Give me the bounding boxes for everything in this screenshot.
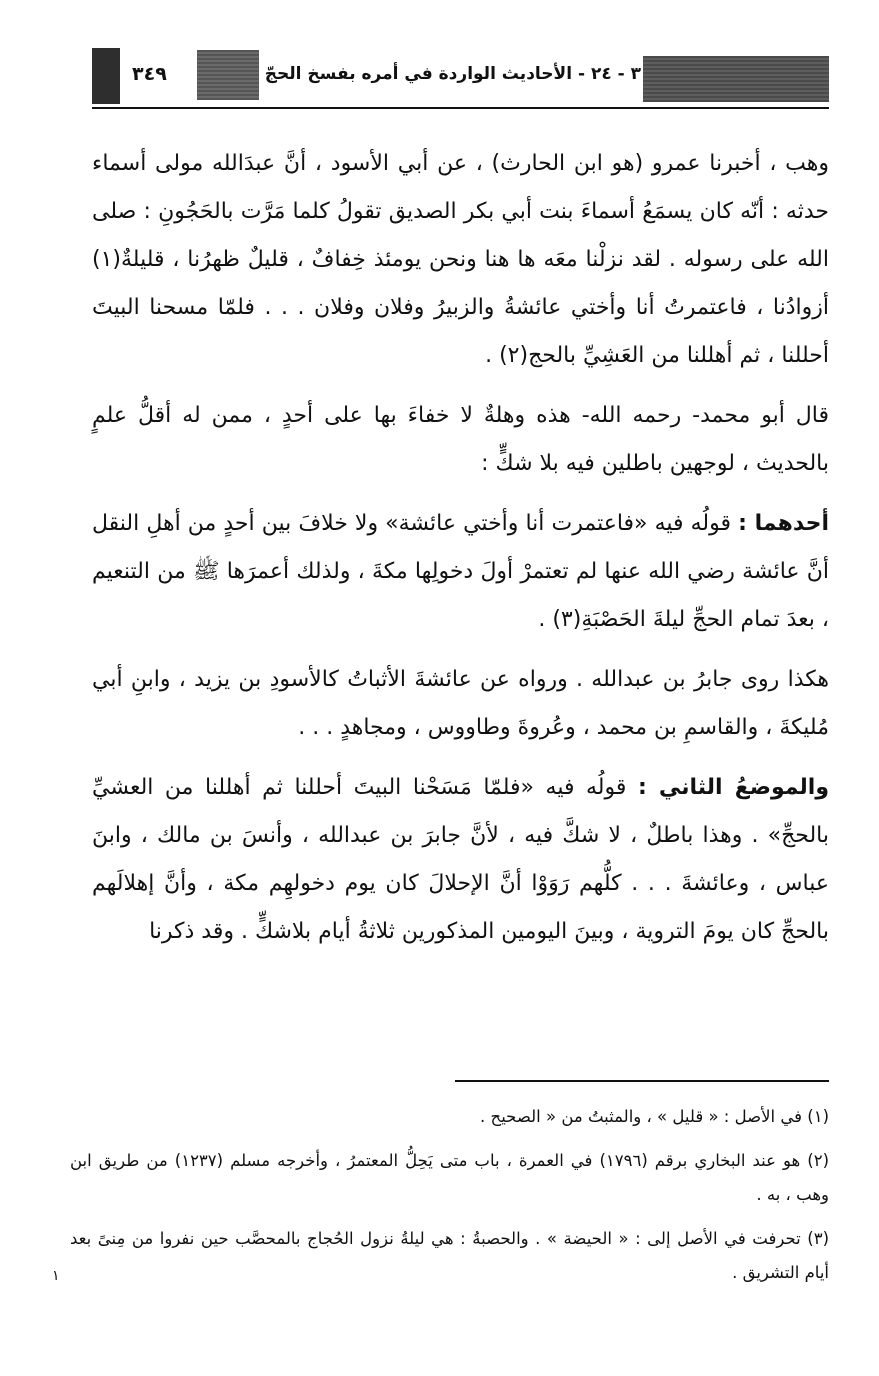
paragraph-lead: والموضعُ الثاني : <box>637 775 830 800</box>
header-rule <box>92 107 829 109</box>
header-ornament-right <box>643 56 829 102</box>
page-header <box>92 48 829 108</box>
footnote-3: (٣) تحرفت في الأصل إلى : « الحيضة » . والحصبةُ : هي ليلةُ نزول الحُجاج بالمحصَّب حين نفروا من مِنىً بعد أيام التشريق . <box>70 1229 829 1282</box>
footnote-rule <box>455 1080 829 1082</box>
margin-mark: ١ <box>52 1268 60 1284</box>
running-title: ٣ - ٢٤ - الأحاديث الواردة في أمره بفسخ الحجّ <box>264 64 641 84</box>
footnote-1: (١) في الأصل : « قليل » ، والمثبتُ من « الصحيح . <box>480 1107 829 1126</box>
footnotes <box>70 1100 829 1300</box>
header-ornament-middle <box>197 50 259 100</box>
main-text <box>92 140 829 956</box>
footnote-2: (٢) هو عند البخاري برقم (١٧٩٦) في العمرة ، باب متى يَحِلُّ المعتمرُ ، وأخرجه مسلم (١٢٣٧) من طريق ابن وهب ، به . <box>70 1151 830 1204</box>
paragraph-3: أحدهما : قولُه فيه «فاعتمرت أنا وأختي عائشة» ولا خلافَ بين أحدٍ من أهلِ النقل أنَّ عائشة رضي الله عنها لم تعتمرْ أولَ دخولِها مكةَ ، ولذلك أعمرَها ﷺ من التنعيم ، بعدَ تمام الحجِّ ليلةَ الحَصْبَةِ(٣) . <box>92 511 829 632</box>
paragraph-1: وهب ، أخبرنا عمرو (هو ابن الحارث) ، عن أبي الأسود ، أنَّ عبدَالله مولى أسماء حدثه : أنّه كان يسمَعُ أسماءَ بنت أبي بكر الصديق تقولُ كلما مَرَّت بالحَجُونِ : صلى الله على رسوله . لقد نزلْنا معَه ها هنا ونحن يومئذ خِفافٌ ، قليلٌ ظهرُنا ، قليلةٌ(١) أزوادُنا ، فاعتمرتُ أنا وأختي عائشةُ والزبيرُ وفلان وفلان . . . فلمّا مسحنا البيتَ أحللنا ، ثم أهللنا من العَشِيِّ بالحج(٢) . <box>92 151 829 368</box>
page-number: ٣٤٩ <box>132 63 167 85</box>
paragraph-2: قال أبو محمد- رحمه الله- هذه وهلةٌ لا خفاءَ بها على أحدٍ ، ممن له أقلُّ علمٍ بالحديث ، لوجهين باطلين فيه بلا شكٍّ : <box>92 403 829 476</box>
paragraph-lead: أحدهما : <box>738 511 829 536</box>
paragraph-5: والموضعُ الثاني : قولُه فيه «فلمّا مَسَحْنا البيتَ أحللنا ثم أهللنا من العشيِّ بالحجِّ» . وهذا باطلٌ ، لا شكَّ فيه ، لأنَّ جابرَ بن عبدالله ، وأنسَ بن مالك ، وابنَ عباس ، وعائشةَ . . . كلُّهم رَوَوْا أنَّ الإحلالَ كان يوم دخولهِم مكة ، وأنَّ إهلالَهم بالحجِّ كان يومَ التروية ، وبينَ اليومين المذكورين ثلاثةُ أيام بلاشكٍّ . وقد ذكرنا <box>92 775 830 944</box>
paragraph-4: هكذا روى جابرُ بن عبدالله . ورواه عن عائشةَ الأثباتُ كالأسودِ بن يزيد ، وابنِ أبي مُليكةَ ، والقاسمِ بن محمد ، وعُروةَ وطاووس ، ومجاهدٍ . . . <box>92 667 829 740</box>
header-ornament-left <box>92 48 120 104</box>
